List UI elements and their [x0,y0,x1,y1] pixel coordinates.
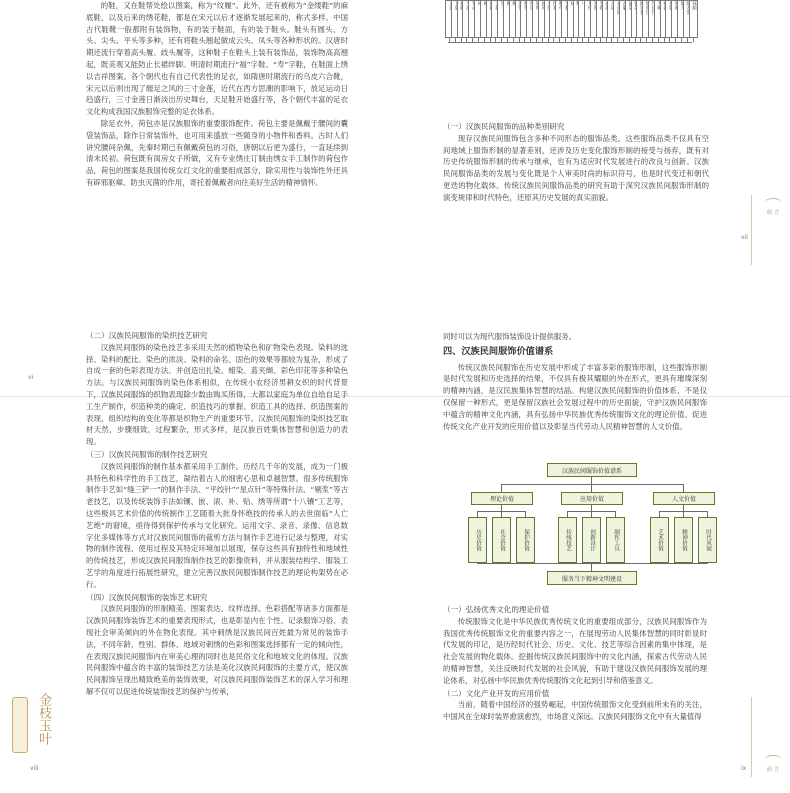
diagram-connector [659,562,660,564]
tree-connector [588,37,589,42]
tree-connector [559,37,560,42]
section-heading: （三）汉族民间服饰的制作技艺研究 [86,449,208,459]
diagram-leaf: 时代风貌 [698,517,717,563]
diagram-leaf: 创新设计 [582,517,601,563]
tree-connector [530,37,531,42]
paragraph: 传统汉族民间服饰在历史发展中形成了丰富多彩的服饰形制，这些服饰形制是时代发展和历史选择的结果，不仅具有极其耀眼的外在形式，更具有璀璨深刻的精神内涵，是汉民族集体智慧的结晶。构建汉族民间服饰的价值体系，不是仅仅保留一种形式，更是保留汉族社会发展过程中的历史面貌，守护汉族民间服饰中蕴含的精神文化内涵，具有弘扬中华民族优秀传统服饰文化的理论价值、促进传统文化产业开发的应用价值以及彰显当代劳动人民精神智慧的人文价值。 [443,362,707,431]
section-heading: （一）汉族民间服饰的品种类别研究 [443,122,565,131]
diagram-connector [501,484,502,492]
page-ix-bottom [443,603,707,723]
tree-connector [623,37,624,42]
tree-connector [640,37,641,42]
paragraph: 除足衣外，荷包亦是汉族服饰的重要服饰配件。荷包主要是佩戴于腰间的囊袋装饰品，除作日常装饰外，也可用来盛放一些随身的小物件和香料。古时人们讲究腰间杂佩，先秦时期已有佩戴荷包的习俗，唐朝以后更为盛行，一直延续到清末民初。荷包既有闺房女子所做，又有专业绣庄订制由绣女手工制作的荷包作品，荷包的图案是我国传统女红文化的重要组成部分，除实用性与装饰性外还具有辟邪驱瘴、防虫灭菌的作用，寄托着佩戴者向往美好生活的精神情怀。 [86,118,348,187]
folio-vi: vi [28,374,34,381]
tree-connector [536,37,537,42]
diagram-connector [591,562,592,564]
diagram-connector [591,504,592,511]
tree-connector [606,37,607,42]
paragraph: 当前，随着中国经济的强势崛起，中国传统服饰文化受到前所未有的关注，中国风在全球时装界愈演愈烈，市场意义深远。汉族民间服饰文化中有大量值得 [443,700,707,722]
tree-connector [565,37,566,42]
diagram-connector [615,562,616,564]
diagram-branch: 理论价值 [471,492,533,505]
paragraph: 现存汉族民间服饰包含多种不同形态的服饰品类。这些服饰品类不仅具有空间地域上服饰形制的显著差别，还涉及历史变化服饰形制的接受与扬弃，既有对历史传统服饰形制的传承与继承，也有为适应时代发展进行的改良与创新。汉族民间服饰品类的发展与变化既是个人审美时尚的标识符号，也是时代变迁和朝代更迭的物化载体。传统汉族民间服饰品类的研究有助于深究汉族民间服饰形制的演变规律和时代特色，还原其历史发展的真实面貌。 [443,133,709,202]
paragraph: 汉族民间服饰的染色技艺多采用天然的植物染色和矿物染色表现。染料的选择、染料的配比、染色的浓淡、染料的命名、固色的效果等都较为复杂，形成了自成一套的色彩表现方法。并创造出扎染、蜡染、蓝夹缬、彩色印花等多种染色方法。与汉族民间服饰的染色体系相似，在传统小农经济男耕女织的时代背景下，汉族民间服饰的织物表现除少数由购买所得，大都以家庭为单位自给自足手工生产制作，织造种类的确定、织造技巧的掌握、织造工具的选择、织造图案的表现，组织结构的变化等都是织物生产的重要环节。汉族民间服饰的染织技艺取材天然，步骤细致，过程繁杂，形式多样，是汉族百姓集体智慧和创造力的表现。 [86,342,348,447]
page-viii-body [86,329,348,698]
book-logo [8,693,68,761]
tree-connector [577,37,578,42]
ornament-icon [765,198,781,206]
tree-connector [507,37,508,42]
tree-connector [478,37,479,42]
diagram-connector [477,562,478,564]
tree-connector [501,37,502,42]
tree-connector [466,37,467,42]
tree-connector [553,37,554,42]
tree-connector [513,37,514,42]
diagram-connector [501,504,502,511]
diagram-leaf: 社会价值 [492,517,511,563]
ornament-icon [765,755,781,763]
tree-connector [629,37,630,42]
tree-connector [449,37,450,42]
section-heading: （二）文化产业开发的应用价值 [443,688,550,698]
diagram-connector [683,484,684,492]
section-heading: （四）汉族民间服饰的装饰艺术研究 [86,592,208,602]
paragraph: 传统服饰文化是中华民族优秀传统文化的重要组成部分，汉族民间服饰作为我国优秀传统服饰文化的重要内容之一，在展现劳动人民集体智慧的同时彰显时代发展的印记，是历经时代社会、历史、文化、技艺等综合因素的集中体现，是社会发展的物化载体。挖掘传统汉族民间服饰中的文化内涵，探索古代劳动人民的精神智慧，关注反映时代发展的社会风貌，有助于建设汉族民间服饰发展的理论体系，对弘扬中华民族优秀传统服饰文化起到引导和借鉴意义。 [443,616,707,685]
paragraph: 的鞋，又在鞋帮处绘以图案，称为“纹履”。此外，还有被称为“金缕鞋”的麻底鞋，以及后来的绣花鞋，都是在宋元以后才逐渐发展起来的，称式多样。中国古代鞋靴一般都附有装饰物，有的装于鞋面，有的装于鞋头。鞋头有圆头、方头、尖头、平头等多种，还有将鞋头翘起做成云头、凤头等各种形状的。汉唐时期还流行穿着高头履、歧头履等，这种鞋子在鞋头上装有装饰品，装饰物高高翘起，既美观又能防止长裙绊脚。明清时期流行“福”字鞋、“寿”字鞋，在鞋面上绣以吉祥图案。各个朝代也有自己代表性的足衣，如隋唐时期流行的乌皮六合靴，宋元以后则出现了缠足之风的三寸金莲，近代在西方思潮的影响下，放足运动日趋盛行，三寸金莲日渐淡出历史舞台，天足鞋开始盛行等，各个朝代丰富的足衣文化构成我国汉族服饰完整的足衣体系。 [86,1,348,117]
tree-connector [472,37,473,42]
tree-connector [582,37,583,42]
diagram-leaf: 历史价值 [468,517,487,563]
page-vi-body [86,0,348,189]
tree-connector [611,37,612,42]
diagram-connector [683,504,684,511]
tree-connector [664,37,665,42]
tree-connector [658,37,659,42]
side-tab-label: 前 言 [766,767,780,773]
tree-connector [448,42,692,43]
paragraph: 汉族民间服饰的形制精美、图案表达、纹样选择、色彩搭配等诸多方面都是汉族民间服饰装饰艺术的重要表现形式，也是彰显内在个性、记录服饰习俗、表现社会审美倾向的外在物化表现。其中刺绣是汉族民间百姓最为常见的装饰手法，不同年龄、性别、群体、地域对刺绣的色彩和图案选择都有一定的倾向性，在表现汉族民间服饰内在审美心理的同时也是民俗文化和地域文化的体现。汉族民间服饰中蕴含的丰富的装饰技艺方法是美化汉族民间服饰的主要方式，使汉族民间服饰呈现出精致绝美的装饰效果，对汉族民间服饰装饰艺术的深入学习和理解不仅可以促进传统装饰技艺的保护与传承， [86,604,348,696]
page-ix-top [443,331,707,432]
diagram-base: 服务当下精神文明建设 [547,571,637,585]
tree-connector [495,37,496,42]
diagram-root: 汉族民间服饰价值谱系 [547,463,637,477]
diagram-connector [501,484,683,485]
diagram-leaf: 艺术价值 [650,517,669,563]
diagram-leaf: 精神价值 [674,517,693,563]
section-heading: （二）汉族民间服饰的染织技艺研究 [86,331,208,340]
side-tab-preface [756,198,790,216]
tree-connector [646,37,647,42]
value-system-diagram [455,461,727,625]
scroll-icon [12,697,28,753]
tree-connector [455,37,456,42]
tree-connector [669,37,670,42]
tree-connector [594,37,595,42]
diagram-connector [501,562,502,564]
diagram-connector [591,476,592,484]
diagram-connector [525,562,526,564]
section-heading: （一）弘扬优秀文化的理论价值 [443,605,550,614]
diagram-connector [591,484,592,492]
diagram-branch: 应用价值 [561,492,623,505]
logo-text: 金枝玉叶 [36,693,51,745]
diagram-connector [477,563,707,564]
diagram-connector [591,563,592,571]
tree-leaf: 抹额 [689,0,698,38]
tree-connector [490,37,491,42]
tree-connector [548,37,549,42]
diagram-connector [567,562,568,564]
section-heading: 四、汉族民间服饰价值谱系 [443,345,554,357]
lead-line: 同时可以为现代服饰装饰设计提供服务。 [443,332,577,341]
tree-connector [571,37,572,42]
tree-connector [652,37,653,42]
tree-connector [524,37,525,42]
page-ix [395,332,790,793]
tree-connector [681,37,682,42]
folio-vii: vii [741,234,748,241]
paragraph: 汉族民间服饰的制作基本都采用手工制作。历经几千年的发展，成为一门极具特色和科学性的手工技艺，凝结着古人的细密心思和卓越智慧。很多传统服饰制作手艺如“缝三铲一”的制作手法、“平绞针”“星点针”等特殊针法、“剔浆”等古老技艺，以及传统装饰手法如镶、嵌、滚、补、贴、绣等所谓“十八镶”工艺等，这些极具艺术价值的传统制作工艺随着大批身怀绝技的传承人的去世面临“人亡艺绝”的窘境，亟待得到保护传承与文化研究。运用文字、录音、录像、信息数字化多媒体等方式对汉族民间服饰的裁剪方法与制作手艺进行记录与整理，对实物的制作流程、使用过程及其特定环境加以展现，保存这些具有独特性和地域性的传统技艺，形成汉族民间服饰制作技艺的影像资料，并从服装结构学、服装工艺学的角度进行拓展性研究，建立完善汉族民间服饰制作技艺的理论构架势在必行。 [86,461,348,589]
page-viii [0,331,395,793]
tree-connector [519,37,520,42]
diagram-connector [707,562,708,564]
tree-connector [687,37,688,42]
side-rule [751,697,752,777]
folio-ix: ix [741,765,747,772]
tree-connector [675,37,676,42]
page-vii-body [443,120,709,204]
tree-connector [484,37,485,42]
diagram-leaf: 保护价值 [516,517,535,563]
diagram-leaf: 制作工具 [606,517,625,563]
tree-connector [461,37,462,42]
diagram-connector [683,562,684,564]
folio-viii: viii [30,765,39,772]
side-tab-label: 前 言 [766,210,780,216]
tree-connector [617,37,618,42]
tree-connector [600,37,601,42]
side-tab-preface [756,755,790,773]
tree-connector [693,37,694,42]
diagram-branch: 人文价值 [653,492,715,505]
side-rule [751,195,752,265]
tree-connector [542,37,543,42]
tree-connector [635,37,636,42]
category-tree-diagram [445,0,700,48]
diagram-leaf: 传统技艺 [558,517,577,563]
